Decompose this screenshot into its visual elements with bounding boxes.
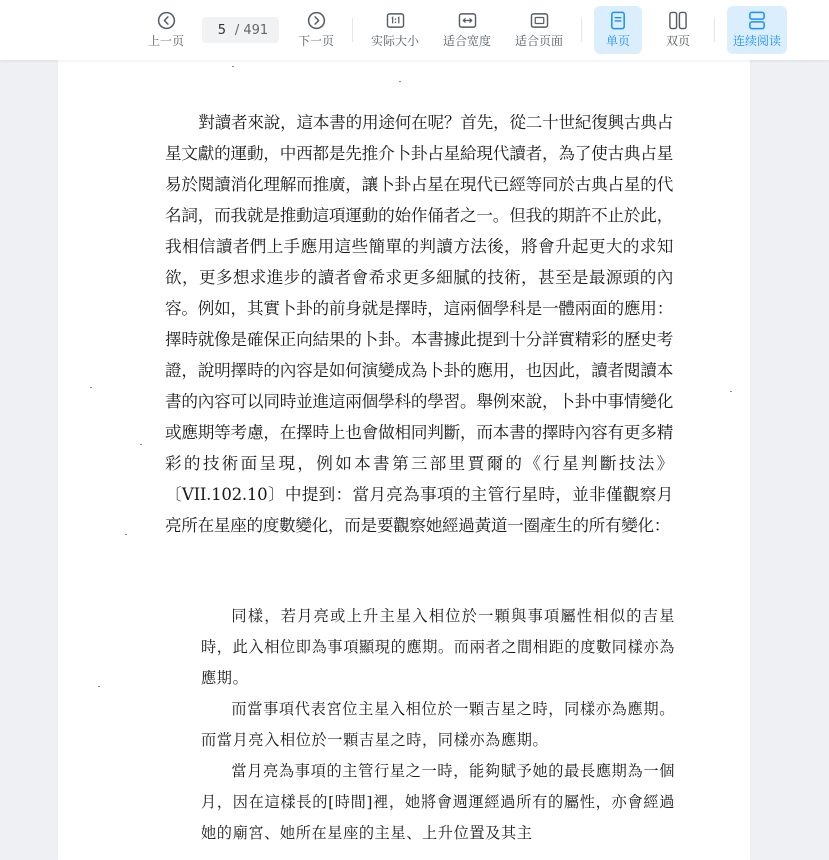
fit-width-icon xyxy=(456,9,478,31)
scan-speck xyxy=(98,686,100,687)
scan-speck xyxy=(140,444,142,445)
continuous-reading-button[interactable] xyxy=(727,6,787,54)
page-number-input[interactable] xyxy=(211,23,233,38)
scan-speck xyxy=(90,387,92,388)
fit-page-button[interactable] xyxy=(511,6,567,54)
scan-speck xyxy=(399,81,401,82)
next-page-label: 下一页 xyxy=(297,34,334,48)
prev-page-button[interactable] xyxy=(143,6,189,54)
toolbar-divider xyxy=(352,18,353,42)
actual-size-icon xyxy=(384,9,406,31)
quote-paragraph: 而當事項代表宮位主星入相位於一顆吉星之時，同樣亦為應期。而當月亮入相位於一顆吉星之時，同樣亦為應期。 xyxy=(201,700,675,749)
total-pages: / 491 xyxy=(234,22,269,38)
double-page-button[interactable] xyxy=(656,6,700,54)
fit-page-icon xyxy=(528,9,550,31)
continuous-scroll-icon xyxy=(746,9,768,31)
body-paragraph: 對讀者來說，這本書的用途何在呢？首先，從二十世紀復興古典占星文獻的運動，中西都是先推介卜卦占星給現代讀者，為了使古典占星易於閱讀消化理解而推廣，讓卜卦占星在現代已經等同於古典占星的代名詞，而我就是推動這項運動的始作俑者之一。但我的期許不止於此，我相信讀者們上手應用這些簡單的判讀方法後，將會升起更大的求知欲，更多想求進步的讀者會希求更多細膩的技術，甚至是最源頭的內容。例如，其實卜卦的前身就是擇時，這兩個學科是一體兩面的應用：擇時就像是確保正向結果的卜卦。本書據此提到十分詳實精彩的歷史考證，說明擇時的內容是如何演變成為卜卦的應用，也因此，讀者閱讀本書的內容可以同時並進這兩個學科的學習。舉例來說，卜卦中事情變化或應期等考慮，在擇時上也會做相同判斷，而本書的擇時內容有更多精彩的技術面呈現，例如本書第三部里賈爾的《行星判斷技法》〔VII.102.10〕中提到：當月亮為事項的主管行星時，並非僅觀察月亮所在星座的度數變化，而是要觀察她經過黃道一圈產生的所有變化： xyxy=(165,113,673,535)
toolbar-divider xyxy=(581,18,582,42)
fit-page-label: 适合页面 xyxy=(514,34,563,48)
quote-paragraph: 當月亮為事項的主管行星之一時，能夠賦予她的最長應期為一個月，因在這樣長的[時間]裡，她將會週運經過所有的屬性，亦會經過她的廟宮、她所在星座的主星、上升位置及其主 xyxy=(201,762,675,842)
page-number-box xyxy=(202,17,279,43)
document-page xyxy=(58,60,750,860)
next-page-button[interactable] xyxy=(293,6,339,54)
single-page-button[interactable] xyxy=(594,6,642,54)
toolbar-divider xyxy=(714,18,715,42)
chevron-right-circle-icon xyxy=(305,9,327,31)
single-page-icon xyxy=(607,9,629,31)
single-page-label: 单页 xyxy=(605,34,630,48)
fit-width-button[interactable] xyxy=(439,6,495,54)
fit-width-label: 适合宽度 xyxy=(442,34,491,48)
actual-size-button[interactable] xyxy=(367,6,423,54)
scan-speck xyxy=(730,391,732,392)
reader-toolbar xyxy=(0,0,829,60)
main-paragraph xyxy=(165,107,673,541)
scan-speck xyxy=(232,66,234,67)
double-page-label: 双页 xyxy=(665,34,690,48)
scan-speck xyxy=(125,534,127,535)
prev-page-label: 上一页 xyxy=(147,34,184,48)
continuous-reading-label: 连续阅读 xyxy=(732,34,781,48)
chevron-left-circle-icon xyxy=(155,9,177,31)
double-page-icon xyxy=(667,9,689,31)
actual-size-label: 实际大小 xyxy=(370,34,419,48)
quote-paragraph: 同樣，若月亮或上升主星入相位於一顆與事項屬性相似的吉星時，此入相位即為事項顯現的應期。而兩者之間相距的度數同樣亦為應期。 xyxy=(201,607,675,687)
quoted-passage xyxy=(201,601,675,849)
